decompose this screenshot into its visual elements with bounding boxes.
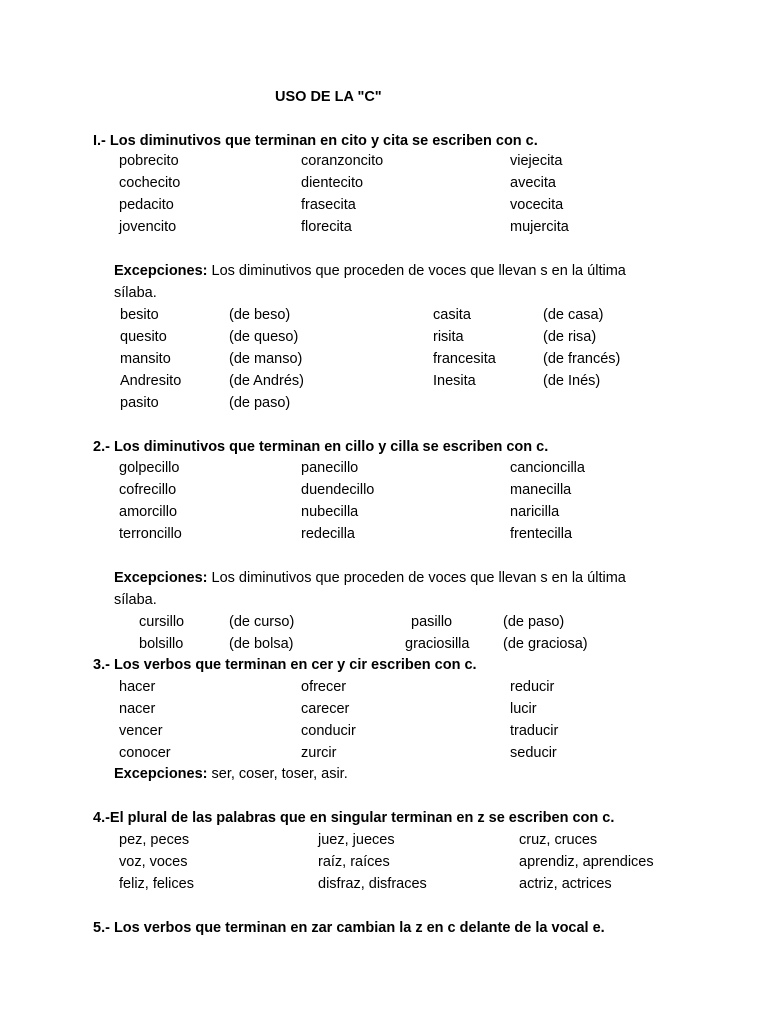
word: manecilla [510,482,572,498]
word: hacer [119,679,156,695]
exceptions-text: Los diminutivos que proceden de voces que llevan s en la última [207,570,626,586]
exception-origin: (de graciosa) [503,636,588,652]
word: nacer [119,701,156,717]
exception-origin: (de beso) [229,307,291,323]
exceptions-text-cont: sílaba. [114,285,157,301]
word: nubecilla [301,504,359,520]
word: golpecillo [119,460,180,476]
exception-origin: (de queso) [229,329,299,345]
exception-origin: (de paso) [229,395,291,411]
exceptions-text: Los diminutivos que proceden de voces que llevan s en la última [207,263,626,279]
word: vencer [119,723,163,739]
section-3-heading: 3.- Los verbos que terminan en cer y cir escriben con c. [93,657,477,673]
exception-word: pasillo [411,614,453,630]
exception-origin: (de curso) [229,614,295,630]
word: conocer [119,745,171,761]
word: redecilla [301,526,355,542]
word: feliz, felices [119,876,194,892]
exception-word: casita [433,307,471,323]
word: avecita [510,175,556,191]
word: aprendiz, aprendices [519,854,654,870]
word: disfraz, disfraces [318,876,427,892]
word: vocecita [510,197,564,213]
exception-word: risita [433,329,464,345]
word: terroncillo [119,526,182,542]
exception-word: Inesita [433,373,476,389]
exception-origin: (de Inés) [543,373,601,389]
word: pobrecito [119,153,179,169]
word: frentecilla [510,526,573,542]
section-2-exceptions [114,569,626,587]
word: voz, voces [119,854,188,870]
exception-word: mansito [120,351,171,367]
word: cancioncilla [510,460,585,476]
section-5-heading: 5.- Los verbos que terminan en zar cambian la z en c delante de la vocal e. [93,920,605,936]
exception-word: besito [120,307,159,323]
word: zurcir [301,745,337,761]
section-1-exceptions [114,262,626,280]
exception-word: cursillo [139,614,185,630]
word: frasecita [301,197,356,213]
exceptions-label: Excepciones: [114,263,208,279]
exception-word: Andresito [120,373,182,389]
word: actriz, actrices [519,876,612,892]
word: panecillo [301,460,359,476]
exception-origin: (de manso) [229,351,303,367]
word: carecer [301,701,350,717]
exception-origin: (de francés) [543,351,621,367]
word: amorcillo [119,504,178,520]
exception-origin: (de casa) [543,307,604,323]
word: coranzoncito [301,153,384,169]
word: naricilla [510,504,560,520]
word: cochecito [119,175,181,191]
word: ofrecer [301,679,347,695]
exception-origin: (de Andrés) [229,373,304,389]
exception-word: graciosilla [405,636,470,652]
exceptions-text-cont: sílaba. [114,592,157,608]
word: viejecita [510,153,563,169]
section-2-heading: 2.- Los diminutivos que terminan en cillo y cilla se escriben con c. [93,439,549,455]
exception-origin: (de paso) [503,614,565,630]
section-1-heading: I.- Los diminutivos que terminan en cito y cita se escriben con c. [93,133,538,149]
section-4-heading: 4.-El plural de las palabras que en singular terminan en z se escriben con c. [93,810,615,826]
word: traducir [510,723,559,739]
exceptions-label: Excepciones: [114,570,208,586]
word: seducir [510,745,557,761]
exception-origin: (de bolsa) [229,636,294,652]
exception-word: bolsillo [139,636,184,652]
exception-origin: (de risa) [543,329,597,345]
word: cofrecillo [119,482,177,498]
word: dientecito [301,175,364,191]
exceptions-label: Excepciones: [114,766,208,782]
word: pez, peces [119,832,190,848]
exception-word: pasito [120,395,159,411]
word: pedacito [119,197,174,213]
word: mujercita [510,219,569,235]
word: jovencito [119,219,177,235]
word: duendecillo [301,482,375,498]
exception-word: quesito [120,329,167,345]
page-title: USO DE LA "C" [275,89,382,105]
word: reducir [510,679,555,695]
word: juez, jueces [318,832,395,848]
word: florecita [301,219,352,235]
word: lucir [510,701,537,717]
word: raíz, raíces [318,854,390,870]
exceptions-text: ser, coser, toser, asir. [207,766,348,782]
section-3-exceptions [114,765,348,783]
word: conducir [301,723,356,739]
word: cruz, cruces [519,832,598,848]
exception-word: francesita [433,351,496,367]
